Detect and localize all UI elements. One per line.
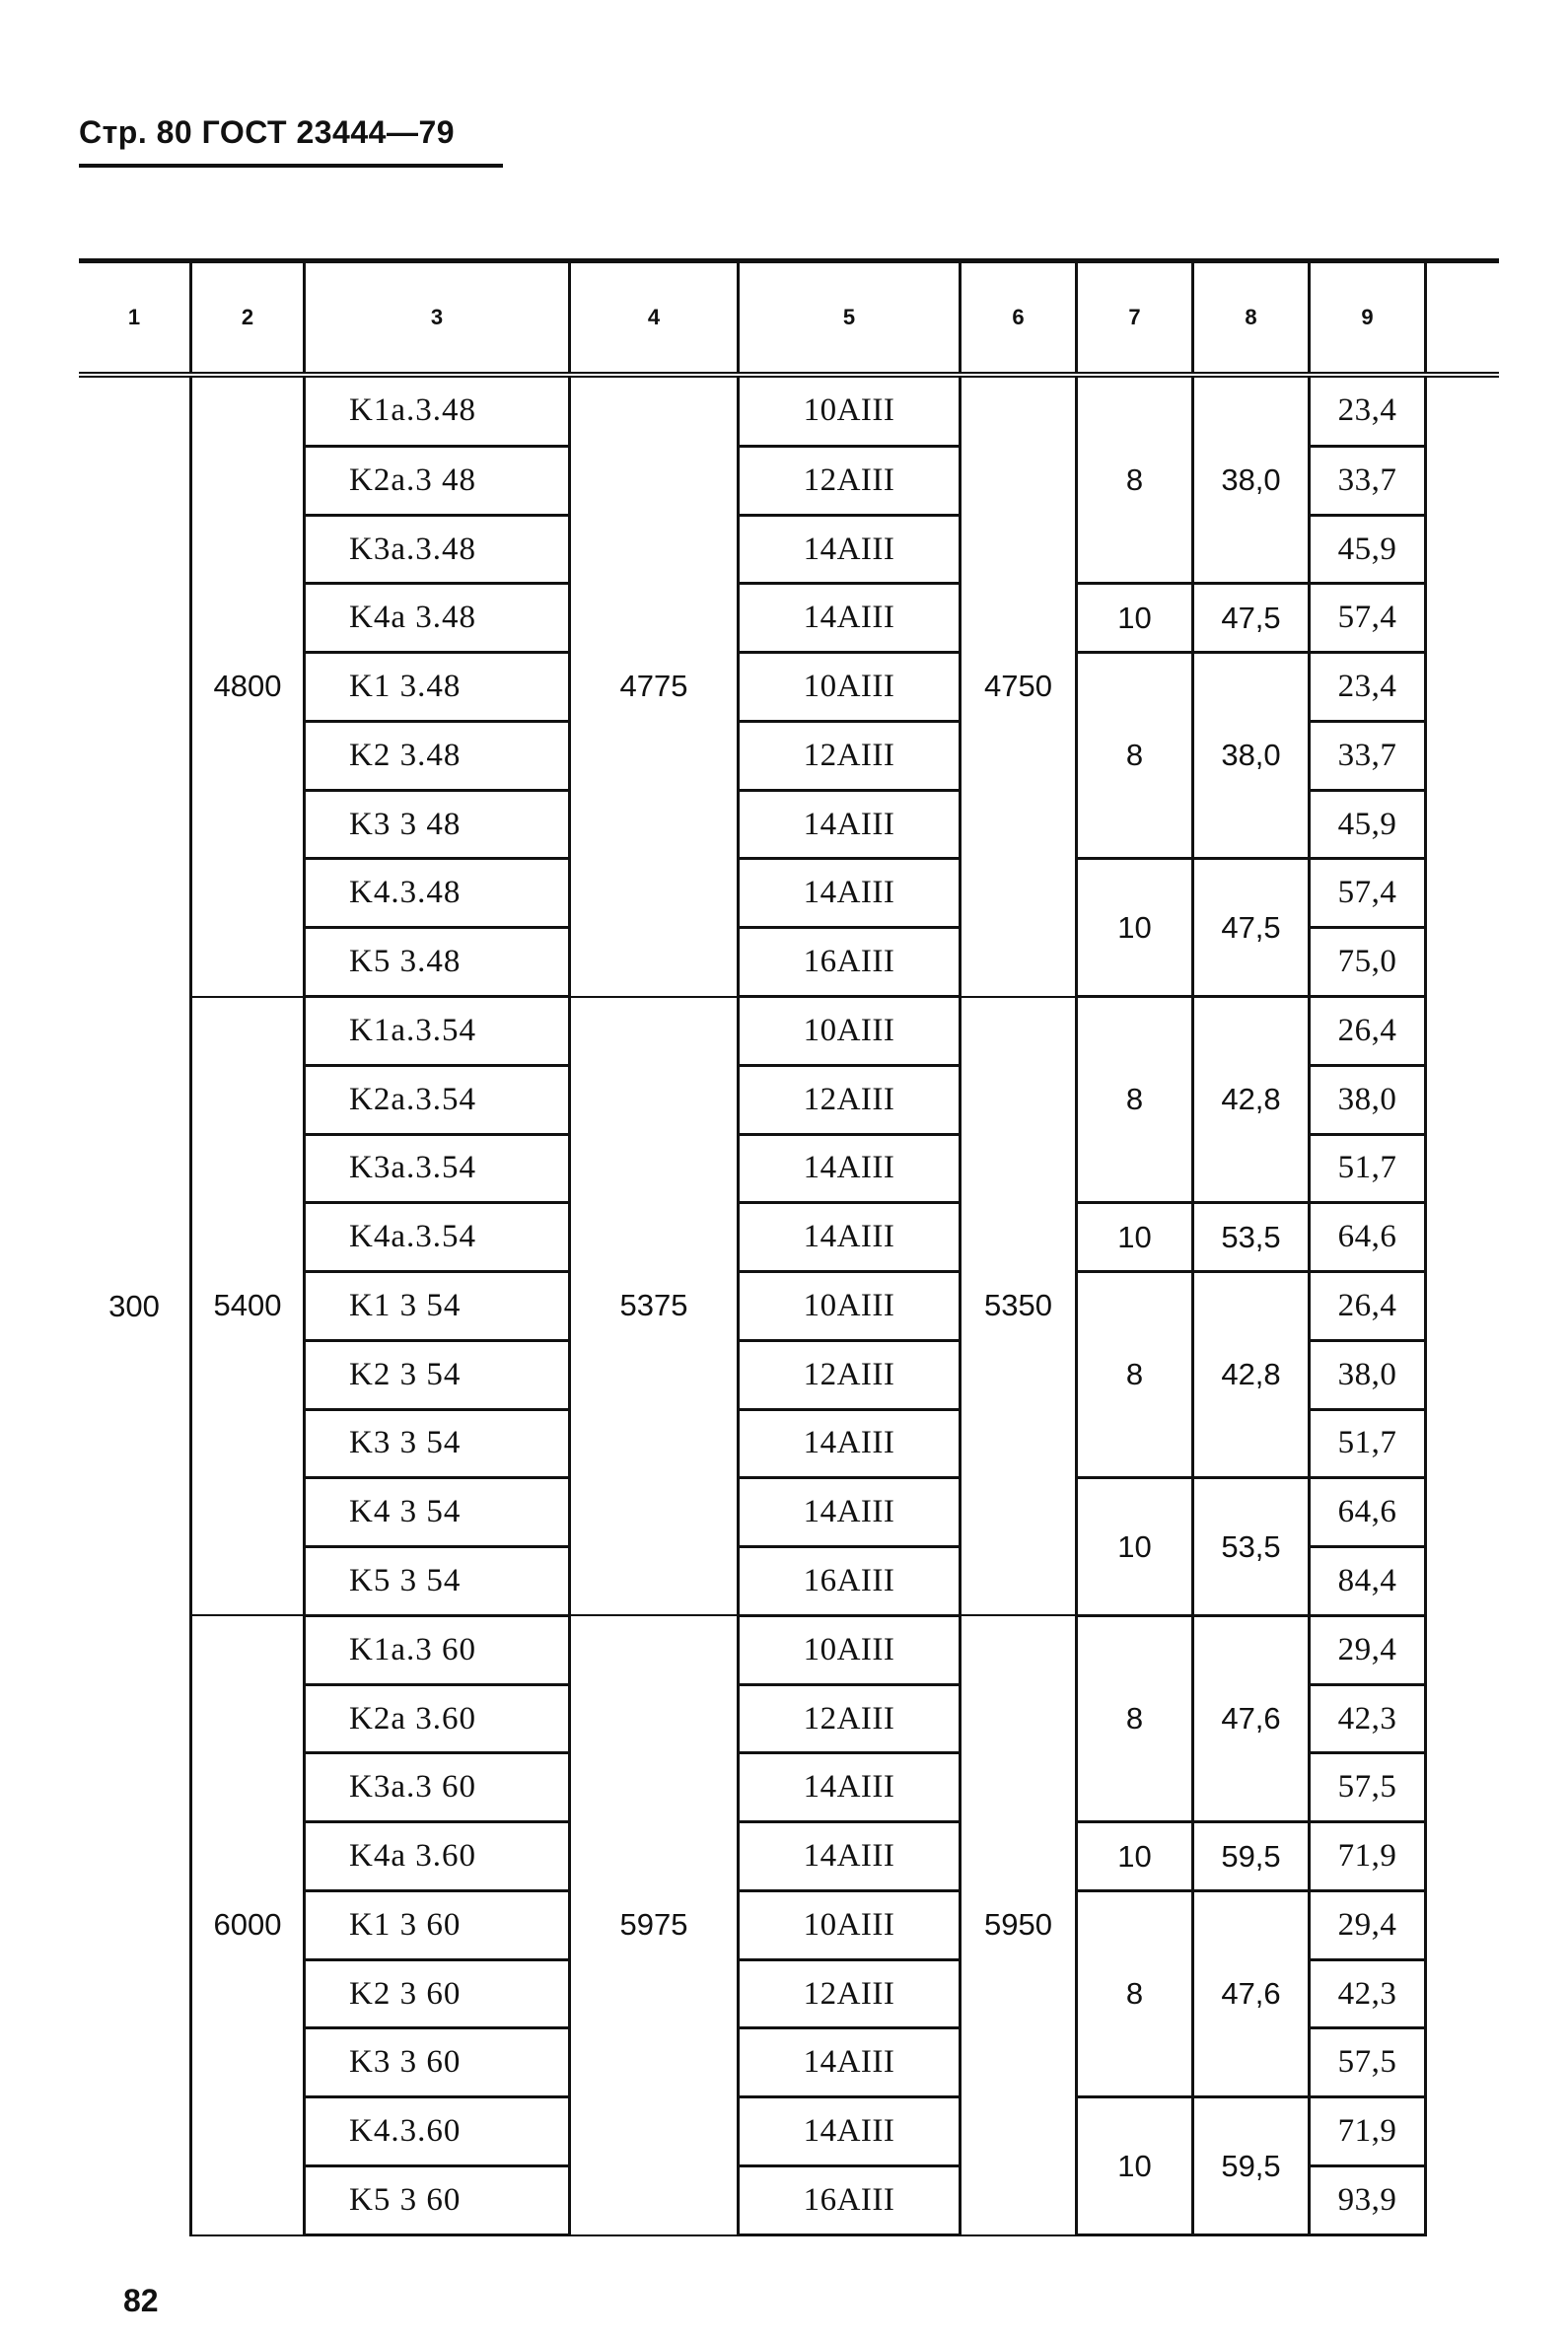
col3-cell: K4a 3.48 <box>305 584 570 653</box>
col7-cell: 10 <box>1077 859 1193 997</box>
col2-cell: 4800 <box>191 375 305 997</box>
col8-cell: 59,5 <box>1193 2097 1310 2235</box>
col9-cell: 51,7 <box>1310 1409 1426 1478</box>
spec-table-container <box>79 258 1499 2236</box>
col9-cell: 26,4 <box>1310 997 1426 1066</box>
col8-cell: 53,5 <box>1193 1203 1310 1272</box>
col9-cell: 42,3 <box>1310 1959 1426 2028</box>
table-row <box>79 997 1499 1066</box>
col5-cell: 14AIII <box>739 1134 961 1203</box>
col5-cell: 14AIII <box>739 790 961 859</box>
page-header: Стр. 80 ГОСТ 23444—79 <box>79 114 456 150</box>
col9-cell: 84,4 <box>1310 1547 1426 1616</box>
table-body <box>79 375 1499 2235</box>
col5-cell: 10AIII <box>739 653 961 722</box>
col9-cell: 29,4 <box>1310 1890 1426 1959</box>
col5-cell: 14AIII <box>739 2028 961 2097</box>
col9-cell: 64,6 <box>1310 1203 1426 1272</box>
header-col-6: 6 <box>961 261 1077 376</box>
col3-cell: K3 3 54 <box>305 1409 570 1478</box>
col9-cell: 64,6 <box>1310 1478 1426 1547</box>
col9-cell: 51,7 <box>1310 1134 1426 1203</box>
col5-cell: 14AIII <box>739 515 961 584</box>
col5-cell: 16AIII <box>739 2166 961 2235</box>
col5-cell: 12AIII <box>739 1959 961 2028</box>
col3-cell: K2 3 54 <box>305 1340 570 1409</box>
col3-cell: K2a.3 48 <box>305 446 570 515</box>
col1-cell: 300 <box>79 375 191 2235</box>
col3-cell: K3a.3 60 <box>305 1753 570 1822</box>
col3-cell: K2a.3.54 <box>305 1065 570 1134</box>
col10-cell <box>1426 375 1500 2235</box>
col8-cell: 47,5 <box>1193 859 1310 997</box>
col8-cell: 38,0 <box>1193 653 1310 859</box>
col5-cell: 14AIII <box>739 2097 961 2166</box>
header-col-9: 9 <box>1310 261 1426 376</box>
col6-cell: 4750 <box>961 375 1077 997</box>
col4-cell: 5375 <box>570 997 739 1616</box>
col3-cell: K3 3 60 <box>305 2028 570 2097</box>
col5-cell: 12AIII <box>739 1340 961 1409</box>
col3-cell: K2 3.48 <box>305 721 570 790</box>
table-header <box>79 261 1499 376</box>
col9-cell: 57,5 <box>1310 2028 1426 2097</box>
col3-cell: K3a.3.54 <box>305 1134 570 1203</box>
col3-cell: K4.3.48 <box>305 859 570 928</box>
col5-cell: 14AIII <box>739 859 961 928</box>
col3-cell: K4a 3.60 <box>305 1822 570 1891</box>
col3-cell: K2a 3.60 <box>305 1684 570 1753</box>
col4-cell: 5975 <box>570 1615 739 2234</box>
col3-cell: K3a.3.48 <box>305 515 570 584</box>
col9-cell: 71,9 <box>1310 2097 1426 2166</box>
col7-cell: 10 <box>1077 584 1193 653</box>
col8-cell: 38,0 <box>1193 375 1310 584</box>
col3-cell: K1 3 54 <box>305 1272 570 1341</box>
col3-cell: K4.3.60 <box>305 2097 570 2166</box>
col9-cell: 23,4 <box>1310 375 1426 446</box>
col9-cell: 38,0 <box>1310 1065 1426 1134</box>
page-number: 82 <box>123 2283 159 2318</box>
col7-cell: 8 <box>1077 1615 1193 1821</box>
col3-cell: K5 3.48 <box>305 928 570 997</box>
col9-cell: 57,5 <box>1310 1753 1426 1822</box>
col7-cell: 8 <box>1077 1890 1193 2096</box>
col7-cell: 10 <box>1077 2097 1193 2235</box>
table-row <box>79 1615 1499 1684</box>
col3-cell: K5 3 60 <box>305 2166 570 2235</box>
col8-cell: 47,5 <box>1193 584 1310 653</box>
col7-cell: 10 <box>1077 1203 1193 1272</box>
col5-cell: 14AIII <box>739 1753 961 1822</box>
col5-cell: 16AIII <box>739 928 961 997</box>
col3-cell: K4 3 54 <box>305 1478 570 1547</box>
col9-cell: 38,0 <box>1310 1340 1426 1409</box>
col9-cell: 93,9 <box>1310 2166 1426 2235</box>
col3-cell: K2 3 60 <box>305 1959 570 2028</box>
header-col-7: 7 <box>1077 261 1193 376</box>
header-col-5: 5 <box>739 261 961 376</box>
col3-cell: K4a.3.54 <box>305 1203 570 1272</box>
col9-cell: 33,7 <box>1310 446 1426 515</box>
col9-cell: 33,7 <box>1310 721 1426 790</box>
header-col-8: 8 <box>1193 261 1310 376</box>
col5-cell: 10AIII <box>739 375 961 446</box>
header-col-2: 2 <box>191 261 305 376</box>
col5-cell: 16AIII <box>739 1547 961 1616</box>
col5-cell: 14AIII <box>739 584 961 653</box>
col9-cell: 71,9 <box>1310 1822 1426 1891</box>
col6-cell: 5950 <box>961 1615 1077 2234</box>
col5-cell: 14AIII <box>739 1478 961 1547</box>
col9-cell: 26,4 <box>1310 1272 1426 1341</box>
col5-cell: 12AIII <box>739 721 961 790</box>
col8-cell: 47,6 <box>1193 1890 1310 2096</box>
col5-cell: 14AIII <box>739 1203 961 1272</box>
col4-cell: 4775 <box>570 375 739 997</box>
col7-cell: 10 <box>1077 1478 1193 1616</box>
col3-cell: K1 3.48 <box>305 653 570 722</box>
col9-cell: 23,4 <box>1310 653 1426 722</box>
col6-cell: 5350 <box>961 997 1077 1616</box>
col7-cell: 10 <box>1077 1822 1193 1891</box>
col7-cell: 8 <box>1077 653 1193 859</box>
col5-cell: 12AIII <box>739 446 961 515</box>
col9-cell: 42,3 <box>1310 1684 1426 1753</box>
col5-cell: 14AIII <box>739 1822 961 1891</box>
col5-cell: 10AIII <box>739 1272 961 1341</box>
col9-cell: 57,4 <box>1310 584 1426 653</box>
col8-cell: 47,6 <box>1193 1615 1310 1821</box>
header-col-10 <box>1426 261 1500 376</box>
col8-cell: 42,8 <box>1193 997 1310 1203</box>
col9-cell: 29,4 <box>1310 1615 1426 1684</box>
col5-cell: 12AIII <box>739 1065 961 1134</box>
col3-cell: K1a.3.54 <box>305 997 570 1066</box>
col9-cell: 57,4 <box>1310 859 1426 928</box>
col8-cell: 59,5 <box>1193 1822 1310 1891</box>
col2-cell: 6000 <box>191 1615 305 2234</box>
table-row <box>79 375 1499 446</box>
header-col-3: 3 <box>305 261 570 376</box>
col5-cell: 10AIII <box>739 1615 961 1684</box>
header-rule <box>79 164 503 168</box>
col3-cell: K1a.3.48 <box>305 375 570 446</box>
col8-cell: 53,5 <box>1193 1478 1310 1616</box>
header-col-1: 1 <box>79 261 191 376</box>
col5-cell: 14AIII <box>739 1409 961 1478</box>
col5-cell: 10AIII <box>739 1890 961 1959</box>
col3-cell: K3 3 48 <box>305 790 570 859</box>
col2-cell: 5400 <box>191 997 305 1616</box>
col3-cell: K5 3 54 <box>305 1547 570 1616</box>
col3-cell: K1a.3 60 <box>305 1615 570 1684</box>
header-row <box>79 261 1499 376</box>
col7-cell: 8 <box>1077 997 1193 1203</box>
col9-cell: 45,9 <box>1310 515 1426 584</box>
header-col-4: 4 <box>570 261 739 376</box>
col5-cell: 10AIII <box>739 997 961 1066</box>
col7-cell: 8 <box>1077 1272 1193 1478</box>
col9-cell: 45,9 <box>1310 790 1426 859</box>
col7-cell: 8 <box>1077 375 1193 584</box>
col9-cell: 75,0 <box>1310 928 1426 997</box>
col8-cell: 42,8 <box>1193 1272 1310 1478</box>
spec-table <box>79 258 1499 2236</box>
col3-cell: K1 3 60 <box>305 1890 570 1959</box>
col5-cell: 12AIII <box>739 1684 961 1753</box>
